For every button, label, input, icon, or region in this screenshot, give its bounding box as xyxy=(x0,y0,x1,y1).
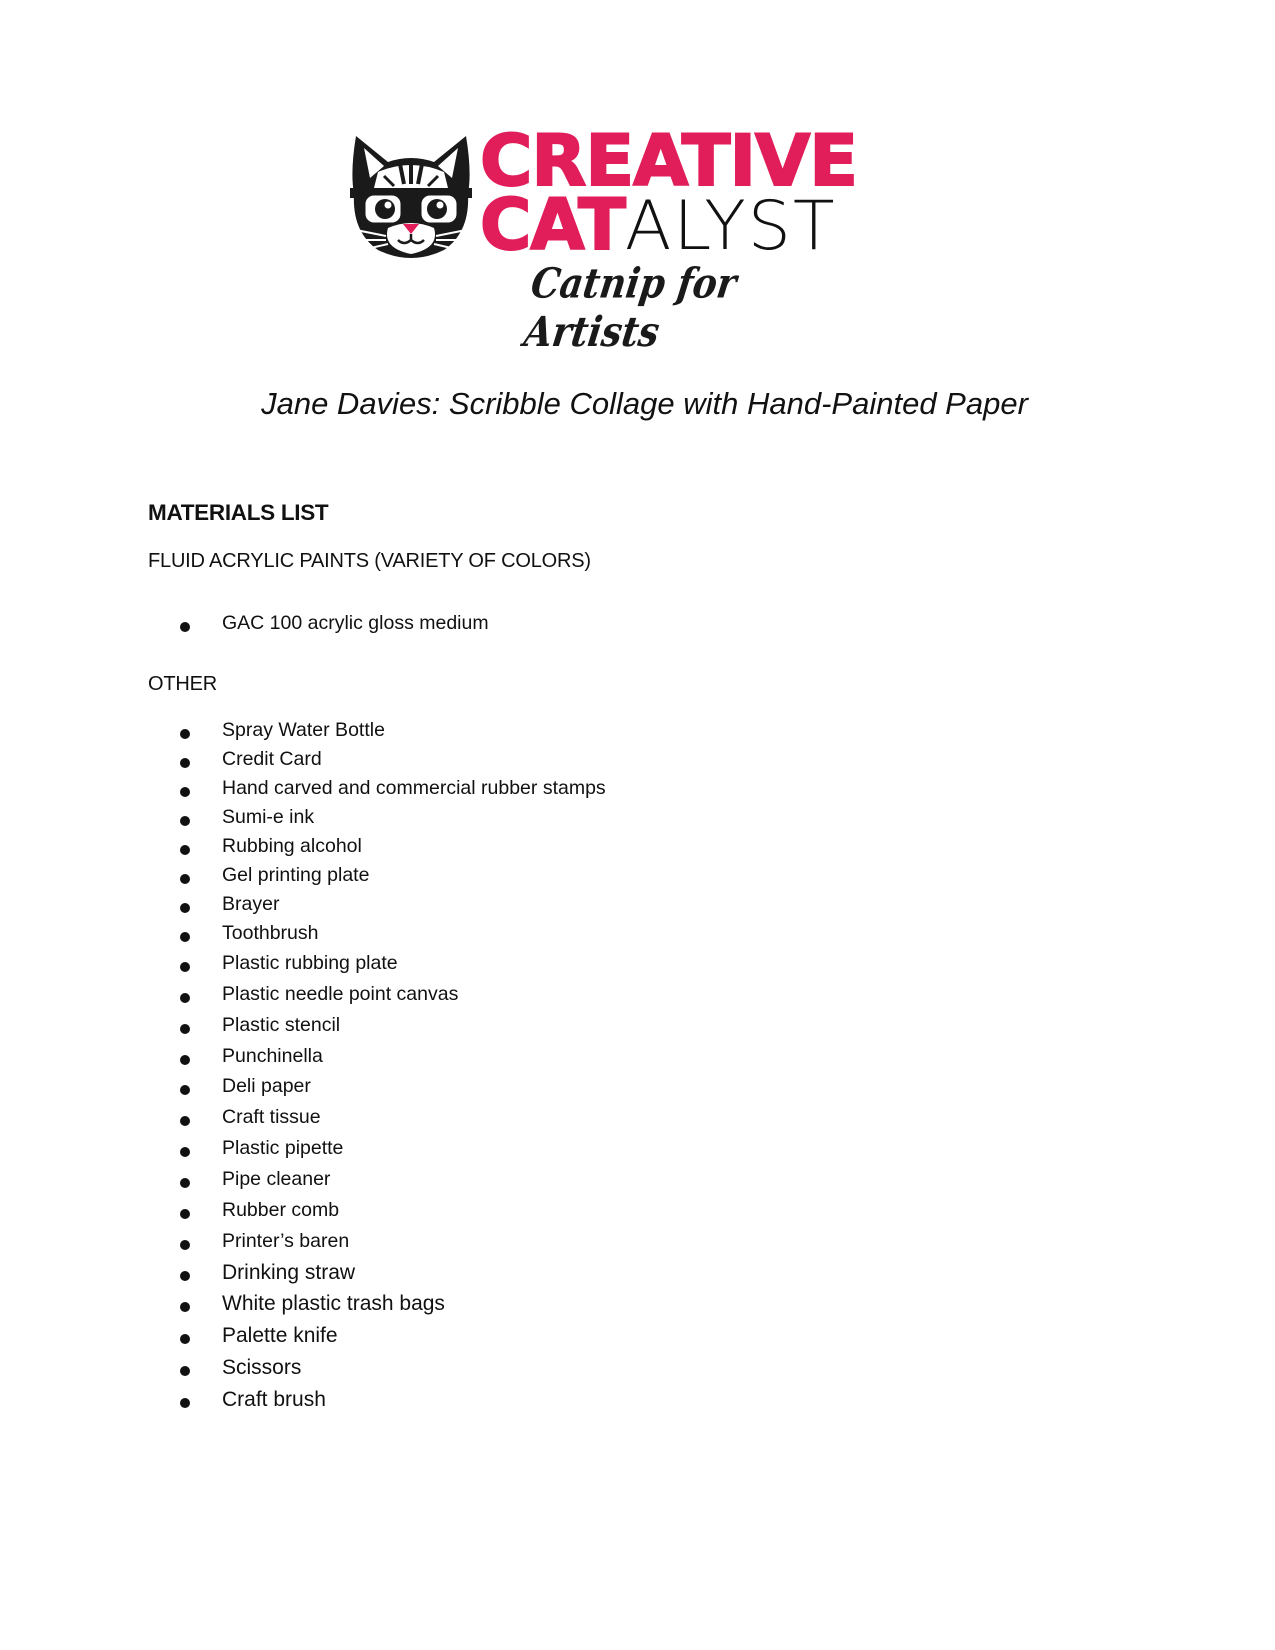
bullet-icon xyxy=(180,874,190,884)
brand-name-alyst: ALYST xyxy=(624,187,837,266)
bullet-icon xyxy=(180,1334,190,1344)
bullet-icon xyxy=(180,758,190,768)
bullet-icon xyxy=(180,1366,190,1376)
brand-name-cat: CAT xyxy=(480,184,625,266)
materials-list-heading: MATERIALS LIST xyxy=(148,500,329,525)
bullet-icon xyxy=(180,993,190,1003)
bullet-icon xyxy=(180,1398,190,1408)
bullet-icon xyxy=(180,1178,190,1188)
bullet-icon xyxy=(180,845,190,855)
bullet-icon xyxy=(180,1209,190,1219)
bullet-icon xyxy=(180,1147,190,1157)
bullet-icon xyxy=(180,1271,190,1281)
group-heading-fluid-acrylic-paints: FLUID ACRYLIC PAINTS (VARIETY OF COLORS) xyxy=(148,550,591,572)
bullet-icon xyxy=(180,787,190,797)
bullet-icon xyxy=(180,1085,190,1095)
bullet-icon xyxy=(180,1055,190,1065)
group-heading-other: OTHER xyxy=(148,673,218,695)
brand-name-line2 xyxy=(480,184,837,266)
bullet-icon xyxy=(180,622,190,632)
cat-with-glasses-icon xyxy=(348,132,474,260)
bullet-icon xyxy=(180,816,190,826)
bullet-icon xyxy=(180,962,190,972)
bullet-icon xyxy=(180,1116,190,1126)
bullet-icon xyxy=(180,1024,190,1034)
document-title: Jane Davies: Scribble Collage with Hand-Painted Paper xyxy=(261,386,1028,421)
bullet-icon xyxy=(180,1240,190,1250)
brand-tagline: Catnip for Artists xyxy=(521,259,740,357)
bullet-icon xyxy=(180,1302,190,1312)
bullet-icon xyxy=(180,903,190,913)
bullet-icon xyxy=(180,729,190,739)
bullet-icon xyxy=(180,932,190,942)
creative-catalyst-logo xyxy=(348,120,868,357)
brand-name-line1: CREATIVE xyxy=(480,120,858,202)
